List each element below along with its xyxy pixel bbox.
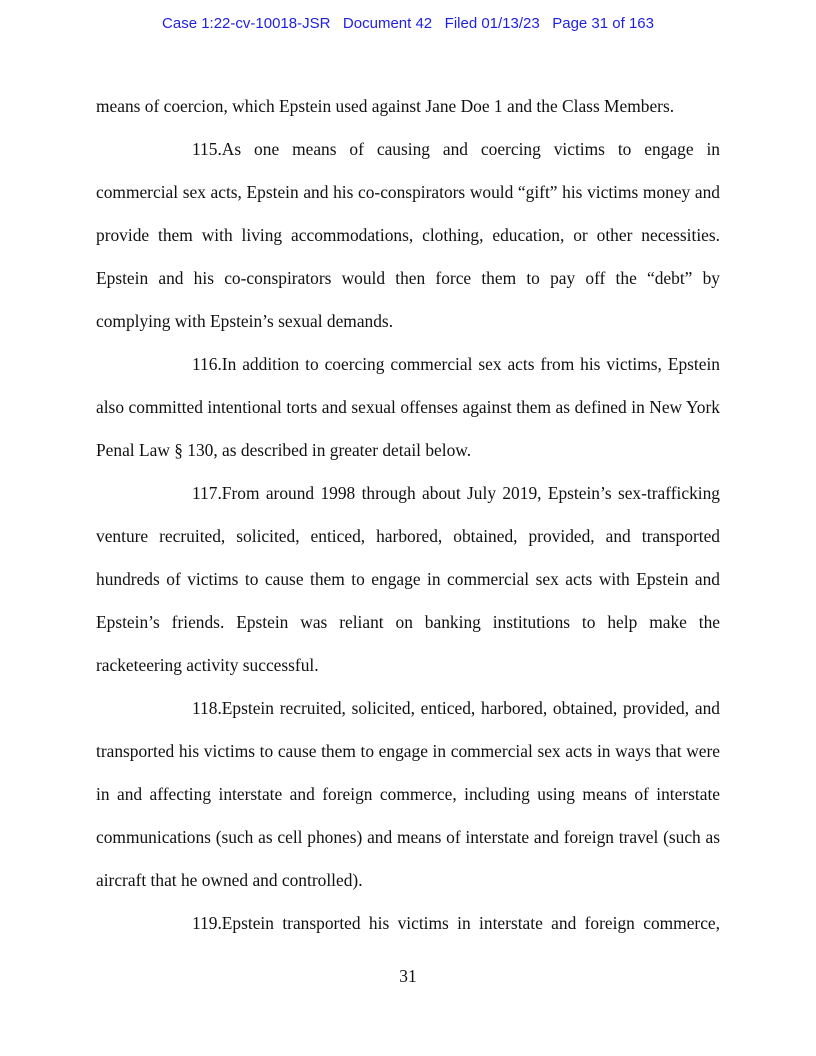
paragraph-number: 118. [192,698,222,718]
paragraph-number: 115. [192,139,222,159]
case-header: Case 1:22-cv-10018-JSR Document 42 Filed 01/13/23 Page 31 of 163 [162,15,654,32]
page-number: 31 [399,966,417,986]
document-body [96,85,720,945]
continuation-text: means of coercion, which Epstein used against Jane Doe 1 and the Class Members. [96,96,675,116]
paragraph-number: 116. [192,354,222,374]
paragraph-text: As one means of causing and coercing victims to engage in commercial sex acts, Epstein and his co-conspirators would “gift” his victims money and provide them with living accommodations, clothing, education, or other necessities. Epstein and his co-conspirators would then force them to pay off the “debt” by complying with Epstein’s sexual demands. [96,139,720,331]
paragraph-number: 117. [192,483,222,503]
paragraph-115 [96,128,720,343]
paragraph-text: From around 1998 through about July 2019, Epstein’s sex-trafficking venture recruited, solicited, enticed, harbored, obtained, provided, and transported hundreds of victims to cause them to engage in commercial sex acts with Epstein and Epstein’s friends. Epstein was reliant on banking institutions to help make the racketeering activity successful. [96,483,720,675]
paragraph-119 [96,902,720,945]
paragraph-text: Epstein recruited, solicited, enticed, harbored, obtained, provided, and transported his victims to cause them to engage in commercial sex acts in ways that were in and affecting interstate and foreign commerce, including using means of interstate communications (such as cell phones) and means of interstate and foreign travel (such as aircraft that he owned and controlled). [96,698,720,890]
paragraph-116 [96,343,720,472]
paragraph-117 [96,472,720,687]
paragraph-text: Epstein transported his victims in interstate and foreign commerce, [221,913,720,933]
paragraph-number: 119. [192,913,222,933]
paragraph-118 [96,687,720,902]
paragraph-text: In addition to coercing commercial sex acts from his victims, Epstein also committed intentional torts and sexual offenses against them as defined in New York Penal Law § 130, as described in greater detail below. [96,354,720,460]
